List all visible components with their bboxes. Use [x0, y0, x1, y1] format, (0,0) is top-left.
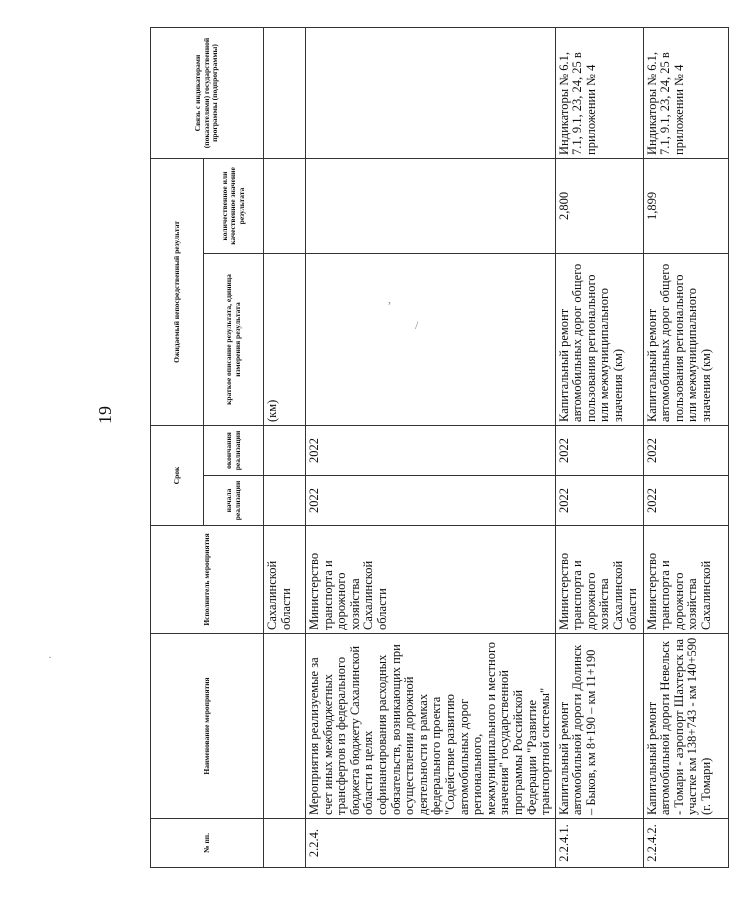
cell-start: 2022	[643, 476, 728, 526]
cell-num: 2.2.4.1.	[555, 819, 643, 868]
cell-start: 2022	[555, 476, 643, 526]
cell-end	[264, 425, 306, 475]
document-table-wrapper	[150, 28, 714, 868]
header-num: № пп.	[151, 819, 264, 868]
cell-link	[264, 27, 306, 158]
header-link: Связь с индикаторами (показателями) государственной программы (подпрограммы)	[151, 27, 264, 158]
header-value: количественное или качественное значение результата	[204, 158, 264, 253]
cell-start: 2022	[306, 476, 556, 526]
cell-link	[306, 27, 556, 158]
cell-value	[306, 158, 556, 253]
activities-table	[150, 27, 729, 868]
cell-name	[264, 634, 306, 819]
cell-end: 2022	[555, 425, 643, 475]
cell-desc: Капитальный ремонт автомобильных дорог общего пользования регионального или межмуниципального значения (км)	[643, 253, 728, 425]
cell-executor: Сахалинской области	[264, 526, 306, 634]
cell-link: Индикаторы № 6.1, 7.1, 9.1, 23, 24, 25 в приложении № 4	[555, 27, 643, 158]
cell-desc: Капитальный ремонт автомобильных дорог общего пользования регионального или межмуниципального значения (км)	[555, 253, 643, 425]
cell-executor: Министерство транспорта и дорожного хозяйства Сахалинской	[643, 526, 728, 634]
table-row	[264, 27, 306, 867]
page-number: 19	[95, 406, 115, 424]
cell-num: 2.2.4.	[306, 819, 556, 868]
cell-desc: (км)	[264, 253, 306, 425]
header-executor: Исполнитель мероприятия	[151, 526, 264, 634]
cell-name: Мероприятия реализуемые за счет иных межбюджетных трансфертов из федерального бюджета бюджету Сахалинской области в целях софинансирования расходных обязательств, возникающих при осуществлении дорожной деятельности в рамках федерального проекта "Содействие развитию автомобильных дорог регионального, межмуниципального и местного значения" государственной программы Российской Федерации "Развитие транспортной системы"	[306, 634, 556, 819]
cell-desc	[306, 253, 556, 425]
header-term-end: окончания реализации	[204, 425, 264, 475]
header-term: Срок	[151, 425, 204, 525]
cell-num: 2.2.4.2.	[643, 819, 728, 868]
table-row	[555, 27, 643, 867]
cell-name: Капитальный ремонт автомобильной дороги Невельск - Томари - аэропорт Шахтерск на участке км 138+743 - км 140+590 (г. Томари)	[643, 634, 728, 819]
cell-value: 2,800	[555, 158, 643, 253]
scan-speck: /	[415, 318, 419, 332]
cell-link: Индикаторы № 6.1, 7.1, 9.1, 23, 24, 25 в приложении № 4	[643, 27, 728, 158]
cell-executor: Министерство транспорта и дорожного хозяйства Сахалинской области	[306, 526, 556, 634]
cell-name: Капитальный ремонт автомобильной дороги Долинск – Быков, км 8+190 – км 11+190	[555, 634, 643, 819]
header-desc: краткое описание результата, единица измерения результата	[204, 253, 264, 425]
scan-speck: ·	[48, 650, 52, 664]
cell-end: 2022	[306, 425, 556, 475]
scan-speck: ,	[388, 292, 391, 306]
header-expected: Ожидаемый непосредственный результат	[151, 158, 204, 425]
cell-executor: Министерство транспорта и дорожного хозяйства Сахалинской области	[555, 526, 643, 634]
table-row	[643, 27, 728, 867]
table-row	[306, 27, 556, 867]
cell-value	[264, 158, 306, 253]
cell-end: 2022	[643, 425, 728, 475]
cell-start	[264, 476, 306, 526]
cell-value: 1,899	[643, 158, 728, 253]
header-term-start: начала реализации	[204, 476, 264, 526]
header-row-1	[151, 27, 204, 867]
header-name: Наименование мероприятия	[151, 634, 264, 819]
cell-num	[264, 819, 306, 868]
